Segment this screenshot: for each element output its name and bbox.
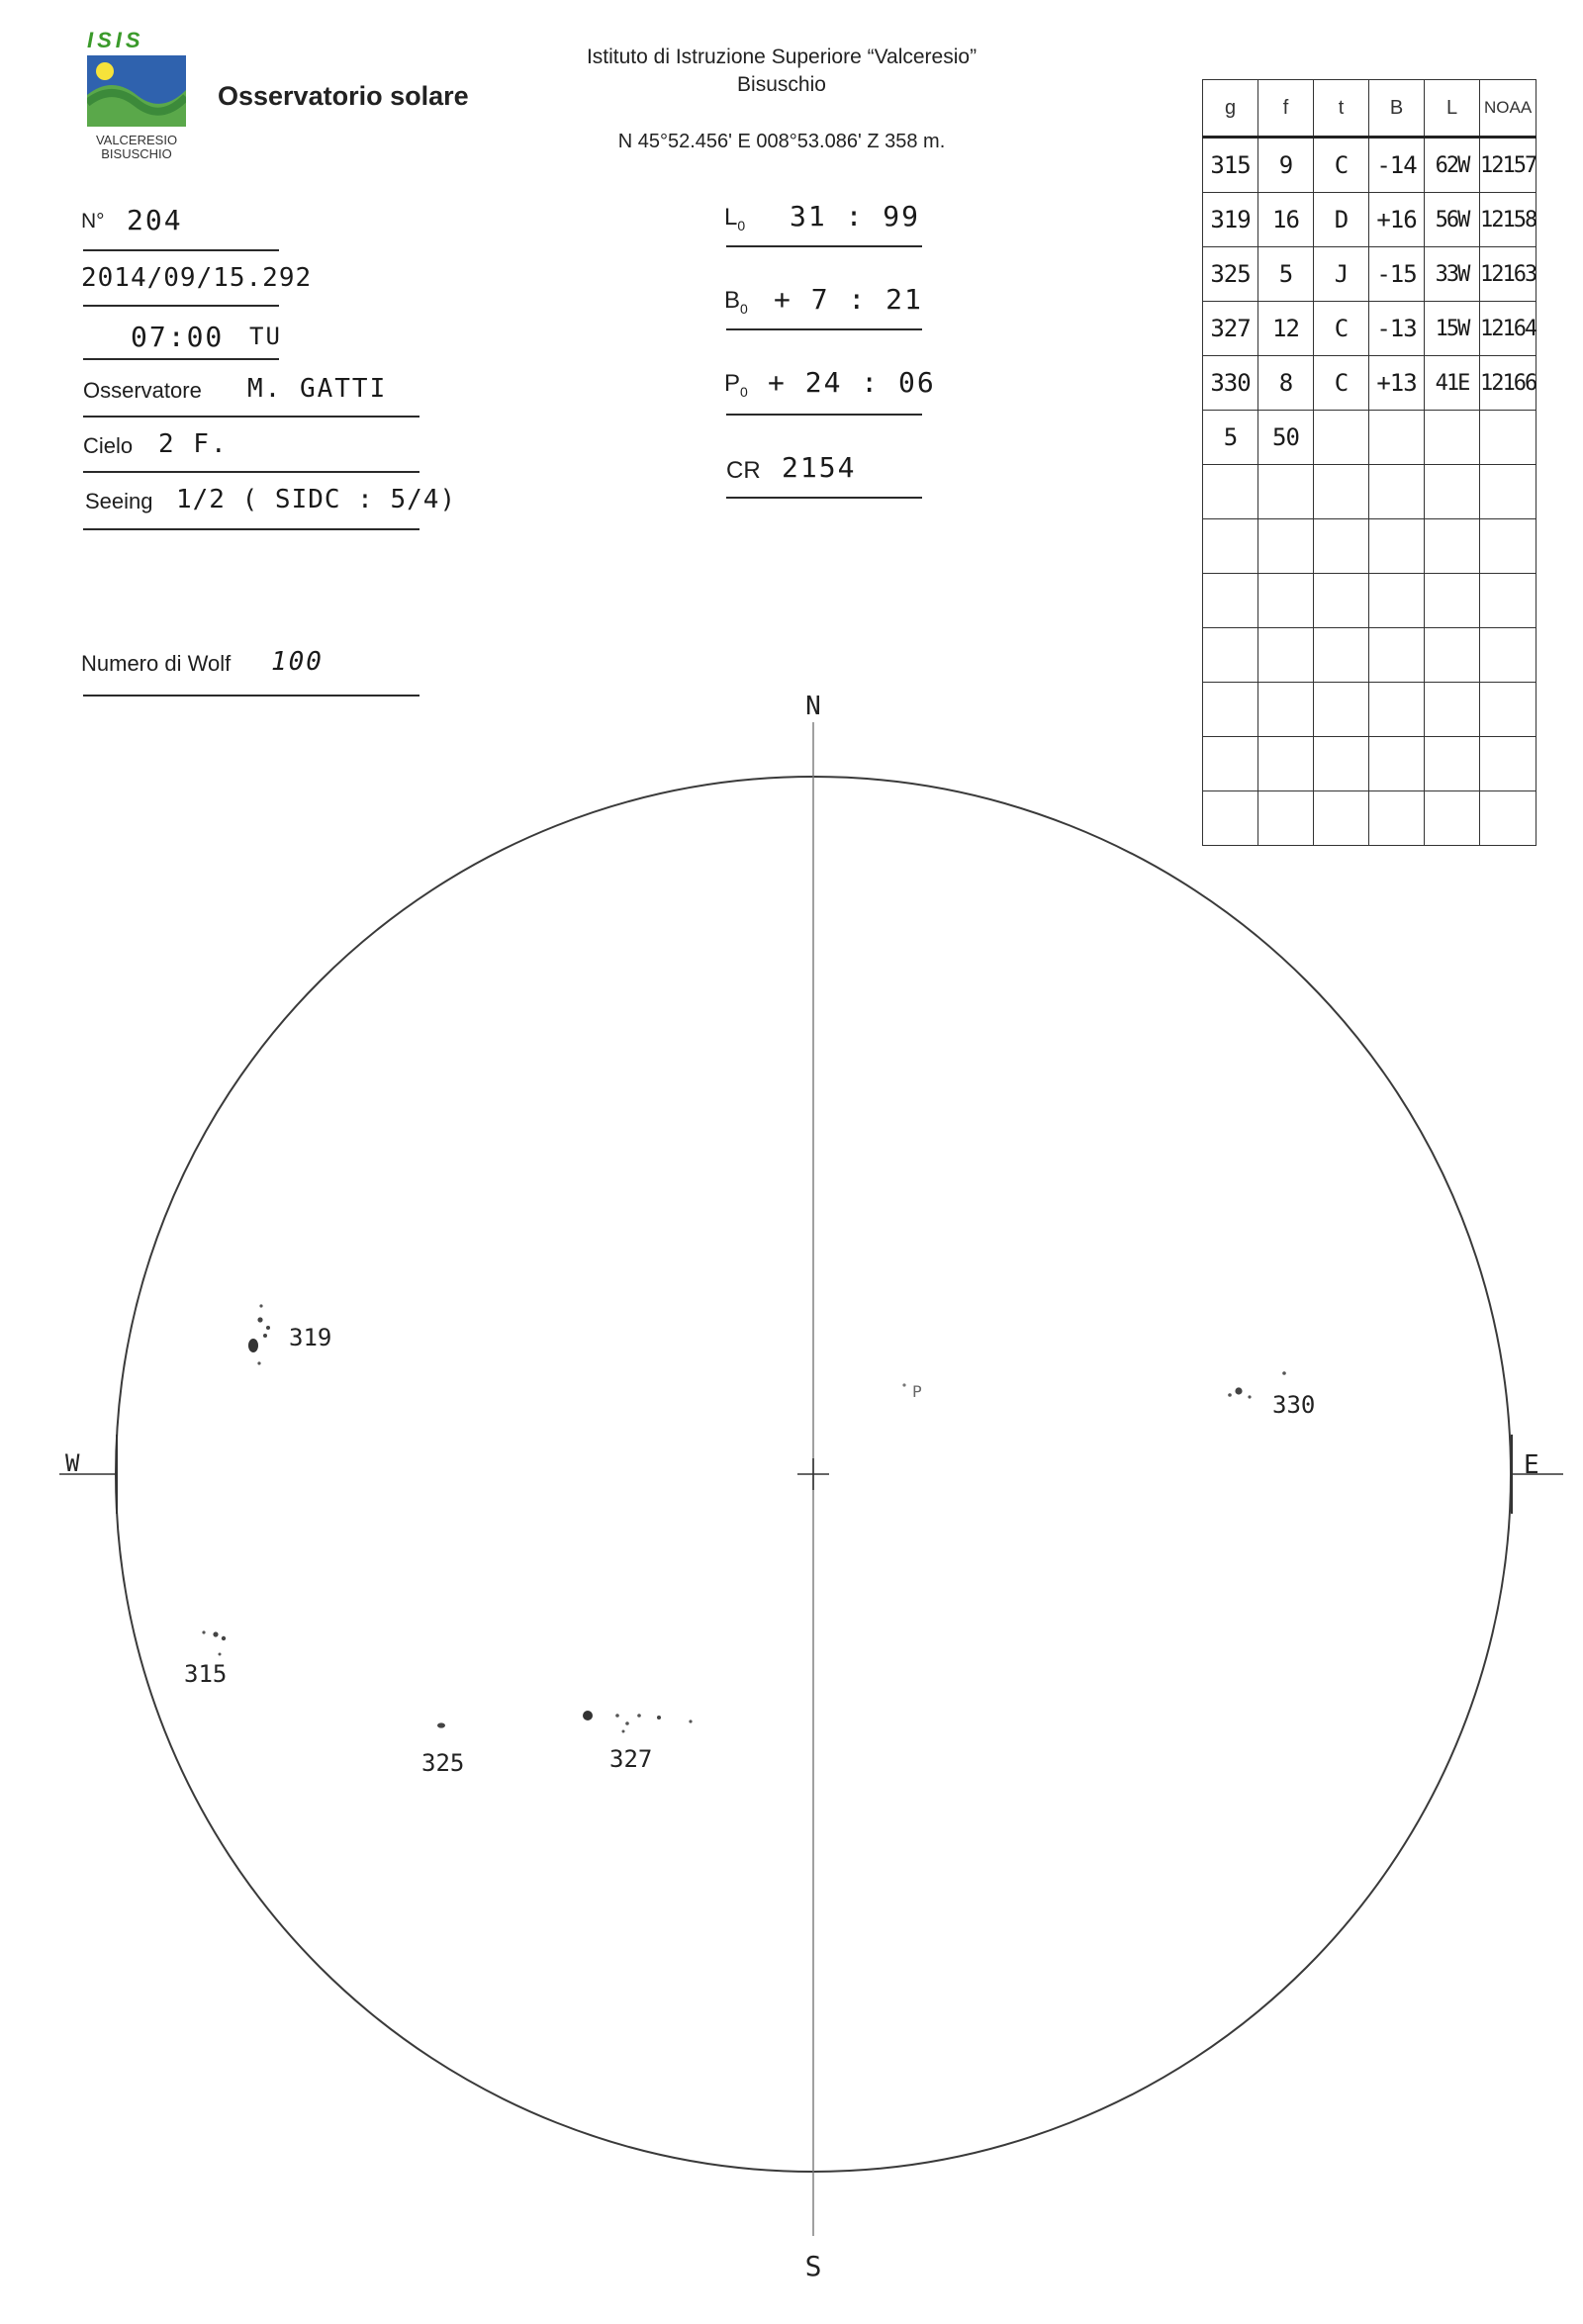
table-cell-g: 327: [1203, 302, 1258, 356]
table-cell-t: [1314, 628, 1369, 683]
table-row: [1203, 519, 1536, 574]
table-cell-l: [1425, 574, 1480, 628]
table-cell-noaa: [1480, 519, 1536, 574]
table-cell-g: 325: [1203, 247, 1258, 302]
column-header-b: B: [1369, 80, 1425, 138]
table-cell-f: 16: [1258, 193, 1314, 247]
b0-value: + 7 : 21: [774, 283, 923, 316]
table-cell-b: [1369, 411, 1425, 465]
table-cell-t: [1314, 465, 1369, 519]
observer-label: Osservatore: [83, 378, 202, 403]
number-underline: [83, 249, 279, 251]
table-cell-t: C: [1314, 356, 1369, 411]
group-label-325: 325: [421, 1749, 465, 1777]
table-cell-b: -15: [1369, 247, 1425, 302]
wolf-label: Numero di Wolf: [81, 651, 232, 676]
north-label: N: [805, 692, 821, 721]
table-cell-t: J: [1314, 247, 1369, 302]
institute-name: Istituto di Istruzione Superiore “Valceresio”: [586, 46, 978, 68]
cr-value: 2154: [782, 451, 857, 484]
west-label: W: [65, 1449, 80, 1477]
south-label: S: [804, 2250, 822, 2282]
seeing-label: Seeing: [85, 489, 153, 513]
sunspot-group-319: [248, 1304, 331, 1364]
number-label: N°: [81, 210, 105, 232]
table-cell-t: [1314, 519, 1369, 574]
table-row: [1203, 574, 1536, 628]
group-label-330: 330: [1272, 1391, 1316, 1419]
time-unit: TU: [249, 323, 282, 350]
table-cell-noaa: 12166: [1480, 356, 1536, 411]
table-cell-t: D: [1314, 193, 1369, 247]
table-cell-g: [1203, 628, 1258, 683]
sunspot-group-315: [184, 1630, 227, 1688]
column-header-t: t: [1314, 80, 1369, 138]
school-logo: [87, 55, 186, 127]
table-cell-g: [1203, 574, 1258, 628]
table-cell-b: [1369, 628, 1425, 683]
table-cell-l: [1425, 628, 1480, 683]
table-cell-l: 33W: [1425, 247, 1480, 302]
table-cell-f: 50: [1258, 411, 1314, 465]
table-cell-l: 62W: [1425, 138, 1480, 193]
column-header-g: g: [1203, 80, 1258, 138]
column-header-f: f: [1258, 80, 1314, 138]
table-cell-t: [1314, 574, 1369, 628]
group-label-319: 319: [289, 1324, 332, 1351]
table-cell-f: 5: [1258, 247, 1314, 302]
l0-label: $L_0$: [724, 204, 746, 233]
table-cell-noaa: [1480, 628, 1536, 683]
observation-time: 07:00: [131, 321, 225, 353]
sky-underline: [83, 471, 419, 473]
institute-town: Bisuschio: [737, 73, 826, 96]
table-row: [1203, 193, 1536, 247]
observatory-title: Osservatorio solare: [218, 81, 469, 111]
observer-underline: [83, 416, 419, 418]
table-cell-f: 9: [1258, 138, 1314, 193]
solar-disk-drawing: [0, 683, 1583, 2324]
logo-subtitle-1: VALCERESIO: [95, 133, 178, 147]
table-cell-noaa: 12158: [1480, 193, 1536, 247]
b0-label: $B_0$: [724, 287, 748, 317]
table-cell-f: [1258, 465, 1314, 519]
p-marker: [902, 1382, 922, 1401]
table-cell-t: C: [1314, 302, 1369, 356]
observation-date: 2014/09/15.292: [81, 263, 313, 293]
cr-underline: [726, 497, 922, 499]
group-label-315: 315: [184, 1660, 228, 1688]
table-cell-f: 8: [1258, 356, 1314, 411]
p0-label: $P_0$: [724, 370, 748, 400]
table-cell-f: [1258, 628, 1314, 683]
table-cell-noaa: [1480, 411, 1536, 465]
table-cell-l: 41E: [1425, 356, 1480, 411]
table-cell-g: [1203, 465, 1258, 519]
p-marker-label: P: [912, 1382, 922, 1401]
east-label: E: [1524, 1450, 1539, 1480]
sunspot-group-330: [1228, 1371, 1315, 1419]
table-cell-noaa: [1480, 465, 1536, 519]
table-cell-b: -13: [1369, 302, 1425, 356]
table-row: [1203, 465, 1536, 519]
sky-value: 2 F.: [158, 429, 229, 459]
site-coordinates: N 45°52.456' E 008°53.086' Z 358 m.: [617, 131, 946, 152]
table-cell-noaa: 12164: [1480, 302, 1536, 356]
table-row: [1203, 247, 1536, 302]
seeing-underline: [83, 528, 419, 530]
table-cell-l: 56W: [1425, 193, 1480, 247]
table-cell-g: 315: [1203, 138, 1258, 193]
logo-subtitle-2: BISUSCHIO: [101, 146, 172, 161]
table-cell-b: -14: [1369, 138, 1425, 193]
table-cell-noaa: [1480, 574, 1536, 628]
table-row: [1203, 302, 1536, 356]
table-cell-l: 15W: [1425, 302, 1480, 356]
table-cell-f: [1258, 519, 1314, 574]
logo-graphic: [87, 55, 186, 127]
table-cell-g: 319: [1203, 193, 1258, 247]
table-cell-l: [1425, 465, 1480, 519]
table-cell-b: [1369, 465, 1425, 519]
table-cell-b: +16: [1369, 193, 1425, 247]
observation-number: 204: [127, 204, 183, 236]
cr-label: CR: [726, 457, 761, 484]
observer-name: M. GATTI: [247, 374, 388, 404]
time-underline: [83, 358, 279, 360]
table-cell-g: 5: [1203, 411, 1258, 465]
logo-text: ISIS: [87, 28, 144, 52]
table-cell-t: [1314, 411, 1369, 465]
table-row: [1203, 356, 1536, 411]
table-cell-g: [1203, 519, 1258, 574]
sunspot-group-325: [421, 1722, 464, 1777]
wolf-number: 100: [271, 647, 324, 677]
table-cell-t: C: [1314, 138, 1369, 193]
table-cell-l: [1425, 519, 1480, 574]
sunspot-group-327: [583, 1711, 693, 1773]
table-row: [1203, 138, 1536, 193]
column-header-noaa: NOAA: [1480, 80, 1536, 138]
table-cell-b: [1369, 574, 1425, 628]
table-header-row: [1203, 80, 1536, 138]
table-row: [1203, 411, 1536, 465]
table-cell-f: 12: [1258, 302, 1314, 356]
b0-underline: [726, 328, 922, 330]
group-label-327: 327: [609, 1745, 653, 1773]
table-cell-noaa: 12157: [1480, 138, 1536, 193]
seeing-value: 1/2 ( SIDC : 5/4): [176, 485, 457, 514]
table-cell-b: [1369, 519, 1425, 574]
l0-value: 31 : 99: [790, 200, 921, 232]
column-header-l: L: [1425, 80, 1480, 138]
date-underline: [83, 305, 279, 307]
p0-underline: [726, 414, 922, 416]
table-cell-l: [1425, 411, 1480, 465]
p0-value: + 24 : 06: [768, 366, 936, 399]
table-cell-noaa: 12163: [1480, 247, 1536, 302]
table-row: [1203, 628, 1536, 683]
table-cell-f: [1258, 574, 1314, 628]
sky-label: Cielo: [83, 433, 134, 458]
l0-underline: [726, 245, 922, 247]
table-cell-b: +13: [1369, 356, 1425, 411]
table-cell-g: 330: [1203, 356, 1258, 411]
